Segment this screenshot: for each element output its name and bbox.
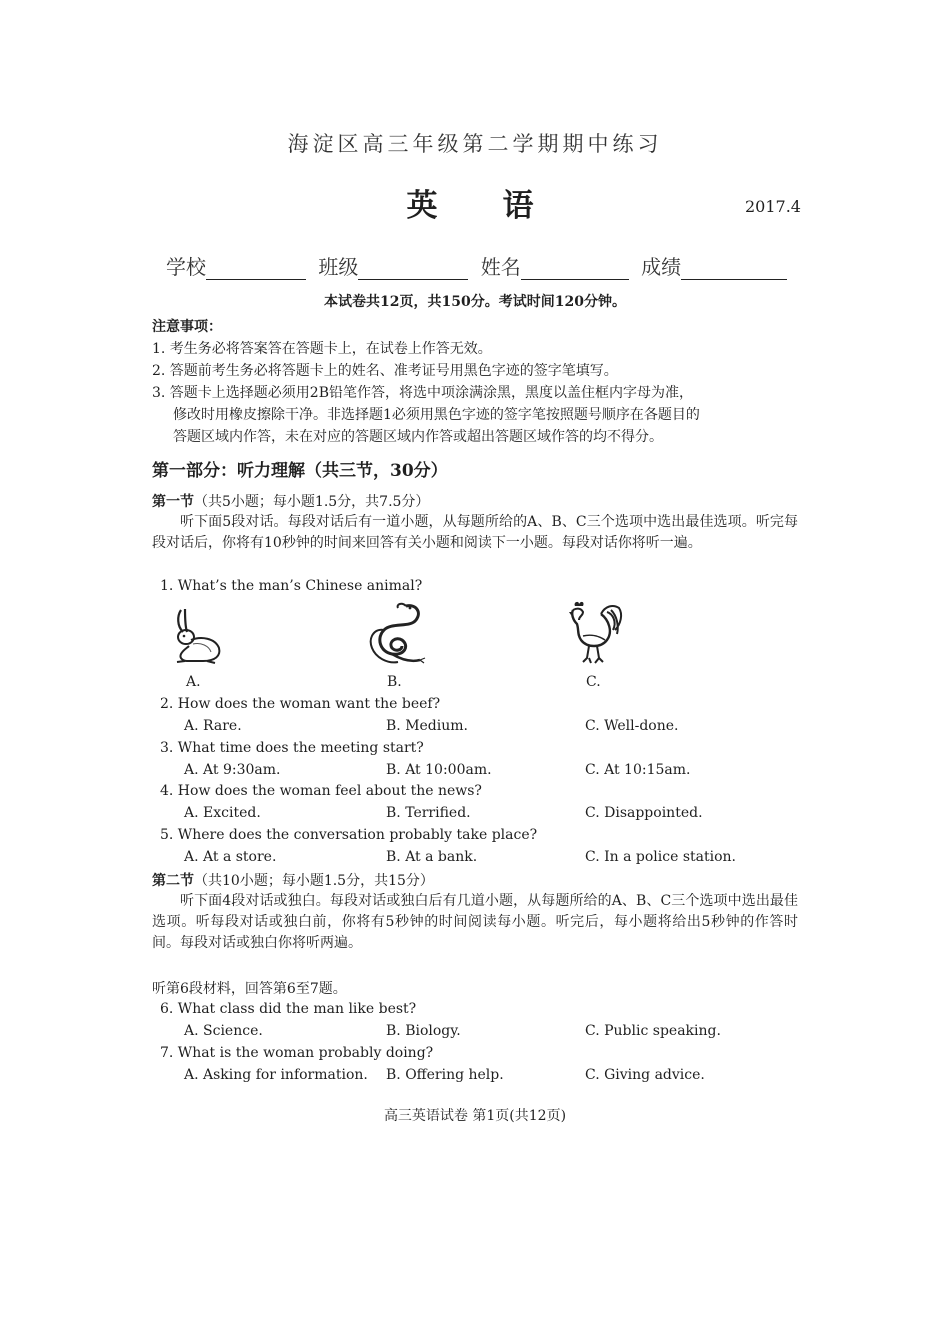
name-blank[interactable] <box>521 259 629 280</box>
q4-option-b: B. Terrified. <box>386 805 471 821</box>
exam-date: 2017.4 <box>745 197 801 216</box>
score-label: 成绩 <box>641 255 682 279</box>
q3-option-a: A. At 9:30am. <box>184 762 281 778</box>
question-3: 3. What time does the meeting start? <box>160 740 424 756</box>
rooster-icon <box>561 600 627 668</box>
q7-option-b: B. Offering help. <box>386 1067 504 1083</box>
name-label: 姓名 <box>480 255 521 279</box>
q3-option-c: C. At 10:15am. <box>585 762 691 778</box>
question-4: 4. How does the woman feel about the news? <box>160 783 482 799</box>
section1-detail: （共5小题；每小题1.5分，共7.5分） <box>194 494 430 510</box>
note-item: 1. 考生务必将答案答在答题卡上，在试卷上作答无效。 <box>152 341 492 357</box>
q1-option-c: C. <box>586 674 601 690</box>
page-footer: 高三英语试卷 第1页(共12页) <box>383 1108 567 1124</box>
section2-detail: （共10小题；每小题1.5分，共15分） <box>194 873 434 889</box>
note-item: 2. 答题前考生务必将答题卡上的姓名、准考证号用黑色字迹的签字笔填写。 <box>152 363 618 379</box>
q4-option-a: A. Excited. <box>184 805 261 821</box>
q6-option-a: A. Science. <box>184 1023 263 1039</box>
subject-char-2: 语 <box>502 188 544 224</box>
section2-title: 第二节 <box>152 873 194 889</box>
q2-option-c: C. Well-done. <box>585 718 679 734</box>
school-blank[interactable] <box>206 259 306 280</box>
student-info-line <box>166 251 793 280</box>
section1-instructions: 听下面5段对话。每段对话后有一道小题，从每题所给的A、B、C三个选项中选出最佳选项。听完每段对话后，你将有10秒钟的时间来回答有关小题和阅读下一小题。每段对话你将听一遍。 <box>152 514 798 551</box>
subject-title <box>0 180 950 225</box>
note-item-continued: 修改时用橡皮擦除干净。非选择题1必须用黑色字迹的签字笔按照题号顺序在各题目的 <box>173 407 700 423</box>
question-5: 5. Where does the conversation probably take place? <box>160 827 538 843</box>
question-2: 2. How does the woman want the beef? <box>160 696 441 712</box>
q2-option-a: A. Rare. <box>184 718 242 734</box>
q1-option-b: B. <box>387 674 402 690</box>
material-6-heading: 听第6段材料，回答第6至7题。 <box>152 981 347 997</box>
section1-title: 第一节 <box>152 494 194 510</box>
q2-option-b: B. Medium. <box>386 718 468 734</box>
question-1: 1. What’s the man’s Chinese animal? <box>160 578 423 594</box>
class-blank[interactable] <box>358 259 468 280</box>
part1-heading: 第一部分：听力理解（共三节，30分） <box>152 461 448 481</box>
school-label: 学校 <box>166 255 206 279</box>
score-blank[interactable] <box>681 259 787 280</box>
note-item: 3. 答题卡上选择题必须用2B铅笔作答，将选中项涂满涂黑，黑度以盖住框内字母为准， <box>152 385 694 401</box>
rabbit-icon <box>163 606 225 666</box>
exam-title: 海淀区高三年级第二学期期中练习 <box>287 132 663 156</box>
question-6: 6. What class did the man like best? <box>160 1001 417 1017</box>
q1-option-a: A. <box>186 674 201 690</box>
q5-option-c: C. In a police station. <box>585 849 736 865</box>
q6-option-b: B. Biology. <box>386 1023 461 1039</box>
note-item-continued: 答题区域内作答，未在对应的答题区域内作答或超出答题区域作答的均不得分。 <box>173 429 663 445</box>
section1-heading <box>152 491 429 511</box>
q5-option-a: A. At a store. <box>184 849 277 865</box>
q4-option-c: C. Disappointed. <box>585 805 703 821</box>
q6-option-c: C. Public speaking. <box>585 1023 721 1039</box>
q3-option-b: B. At 10:00am. <box>386 762 492 778</box>
section2-instructions: 听下面4段对话或独白。每段对话或独白后有几道小题，从每题所给的A、B、C三个选项中选出最佳选项。听每段对话或独白前，你将有5秒钟的时间阅读每小题。听完后，每小题将给出5秒钟的作答时间。每段对话或独白你将听两遍。 <box>152 893 798 951</box>
q7-option-c: C. Giving advice. <box>585 1067 705 1083</box>
exam-summary: 本试卷共12页，共150分。考试时间120分钟。 <box>324 294 626 310</box>
q5-option-b: B. At a bank. <box>386 849 478 865</box>
class-label: 班级 <box>318 255 359 279</box>
notes-heading: 注意事项： <box>152 319 222 335</box>
subject-char-1: 英 <box>406 188 448 224</box>
question-7: 7. What is the woman probably doing? <box>160 1045 434 1061</box>
q7-option-a: A. Asking for information. <box>184 1067 368 1083</box>
section2-heading <box>152 870 434 890</box>
snake-icon <box>362 598 428 670</box>
